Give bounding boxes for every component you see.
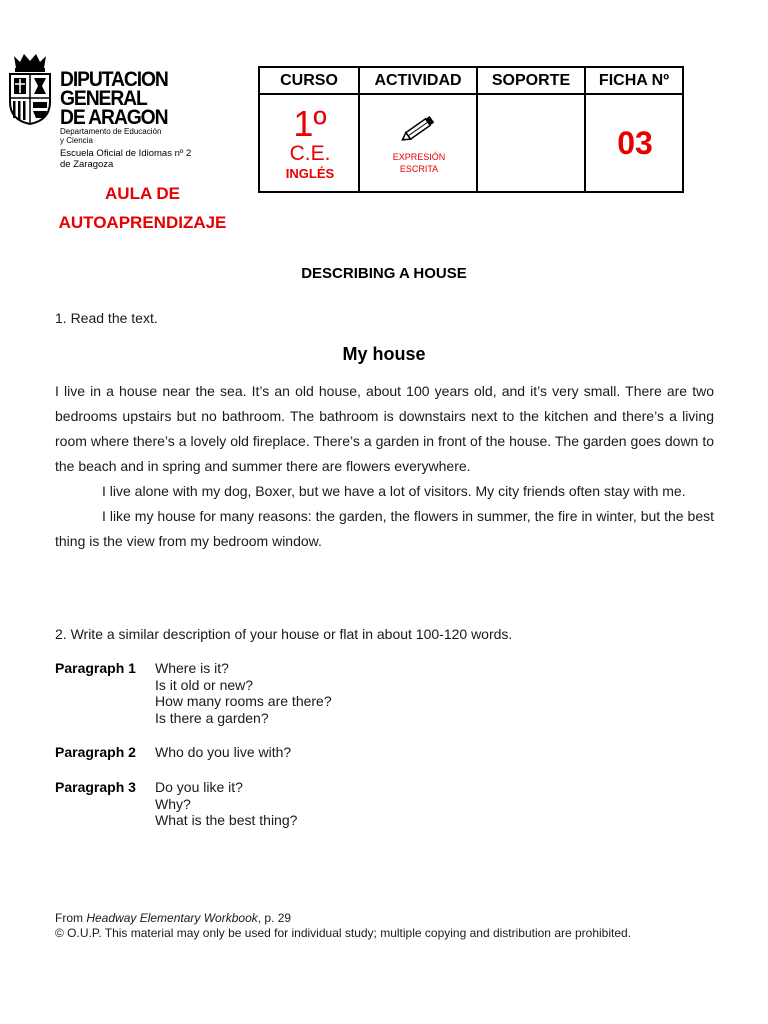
source-title: Headway Elementary Workbook — [86, 911, 258, 925]
task-2-instruction: 2. Write a similar description of your house or flat in about 100-120 words. — [55, 626, 513, 642]
info-table — [258, 66, 684, 193]
header-soporte: SOPORTE — [491, 72, 571, 89]
header-curso: CURSO — [280, 72, 338, 89]
header-actividad: ACTIVIDAD — [374, 72, 462, 89]
curso-language: INGLÉS — [285, 166, 335, 181]
reading-paragraph: I like my house for many reasons: the garden, the flowers in summer, the fire in winter, but the best thing is the view from my bedroom window. — [55, 508, 714, 549]
task-1-instruction: 1. Read the text. — [55, 310, 158, 326]
guide-question: Do you like it? — [155, 779, 243, 795]
reading-text — [55, 379, 714, 554]
aula-heading-line1: AULA DE — [105, 184, 180, 203]
reading-paragraph: I live alone with my dog, Boxer, but we have a lot of visitors. My city friends often stay with me. — [102, 483, 686, 499]
guide-question: Why? — [155, 795, 191, 812]
department-name: Departamento de Educación y Ciencia — [60, 127, 162, 145]
activity-label-line1: EXPRESIÓN — [392, 152, 446, 162]
copyright-notice: © O.U.P. This material may only be used for individual study; multiple copying and distribution are prohibited. — [55, 926, 632, 940]
header-ficha: FICHA Nº — [598, 72, 670, 89]
school-name: Escuela Oficial de Idiomas nº 2 de Zaragoza — [60, 148, 192, 170]
aula-heading-line2: AUTOAPRENDIZAJE — [58, 213, 227, 232]
ficha-number: 03 — [617, 125, 653, 161]
guide-label: Paragraph 3 — [55, 779, 136, 795]
guide-question: Is it old or new? — [155, 676, 254, 693]
aragon-crest-logo — [6, 52, 54, 126]
guide-question: Where is it? — [155, 660, 229, 676]
organization-name: DIPUTACION GENERAL DE ARAGON — [60, 68, 168, 129]
source-citation: From Headway Elementary Workbook, p. 29 — [55, 911, 292, 925]
curso-course: C.E. — [289, 142, 331, 165]
page-title: DESCRIBING A HOUSE — [301, 265, 467, 282]
reading-paragraph: I live in a house near the sea. It’s an old house, about 100 years old, and it’s very small. There are two bedrooms upstairs but no bathroom. The bathroom is downstairs next to the kitchen and there’s a living room where there’s a lovely old fireplace. There’s a garden in front of the house. The garden goes down to the beach and in spring and summer there are flowers everywhere. — [55, 383, 714, 474]
pencil-icon — [398, 116, 438, 142]
guide-label: Paragraph 1 — [55, 660, 136, 676]
curso-level: 1º — [293, 103, 327, 144]
guide-label: Paragraph 2 — [55, 744, 136, 760]
reading-heading: My house — [342, 344, 426, 364]
guide-question: What is the best thing? — [155, 812, 298, 828]
activity-label-line2: ESCRITA — [399, 164, 439, 174]
guide-question: Is there a garden? — [155, 709, 269, 726]
guide-question: How many rooms are there? — [155, 693, 332, 709]
guide-question: Who do you live with? — [155, 744, 292, 760]
